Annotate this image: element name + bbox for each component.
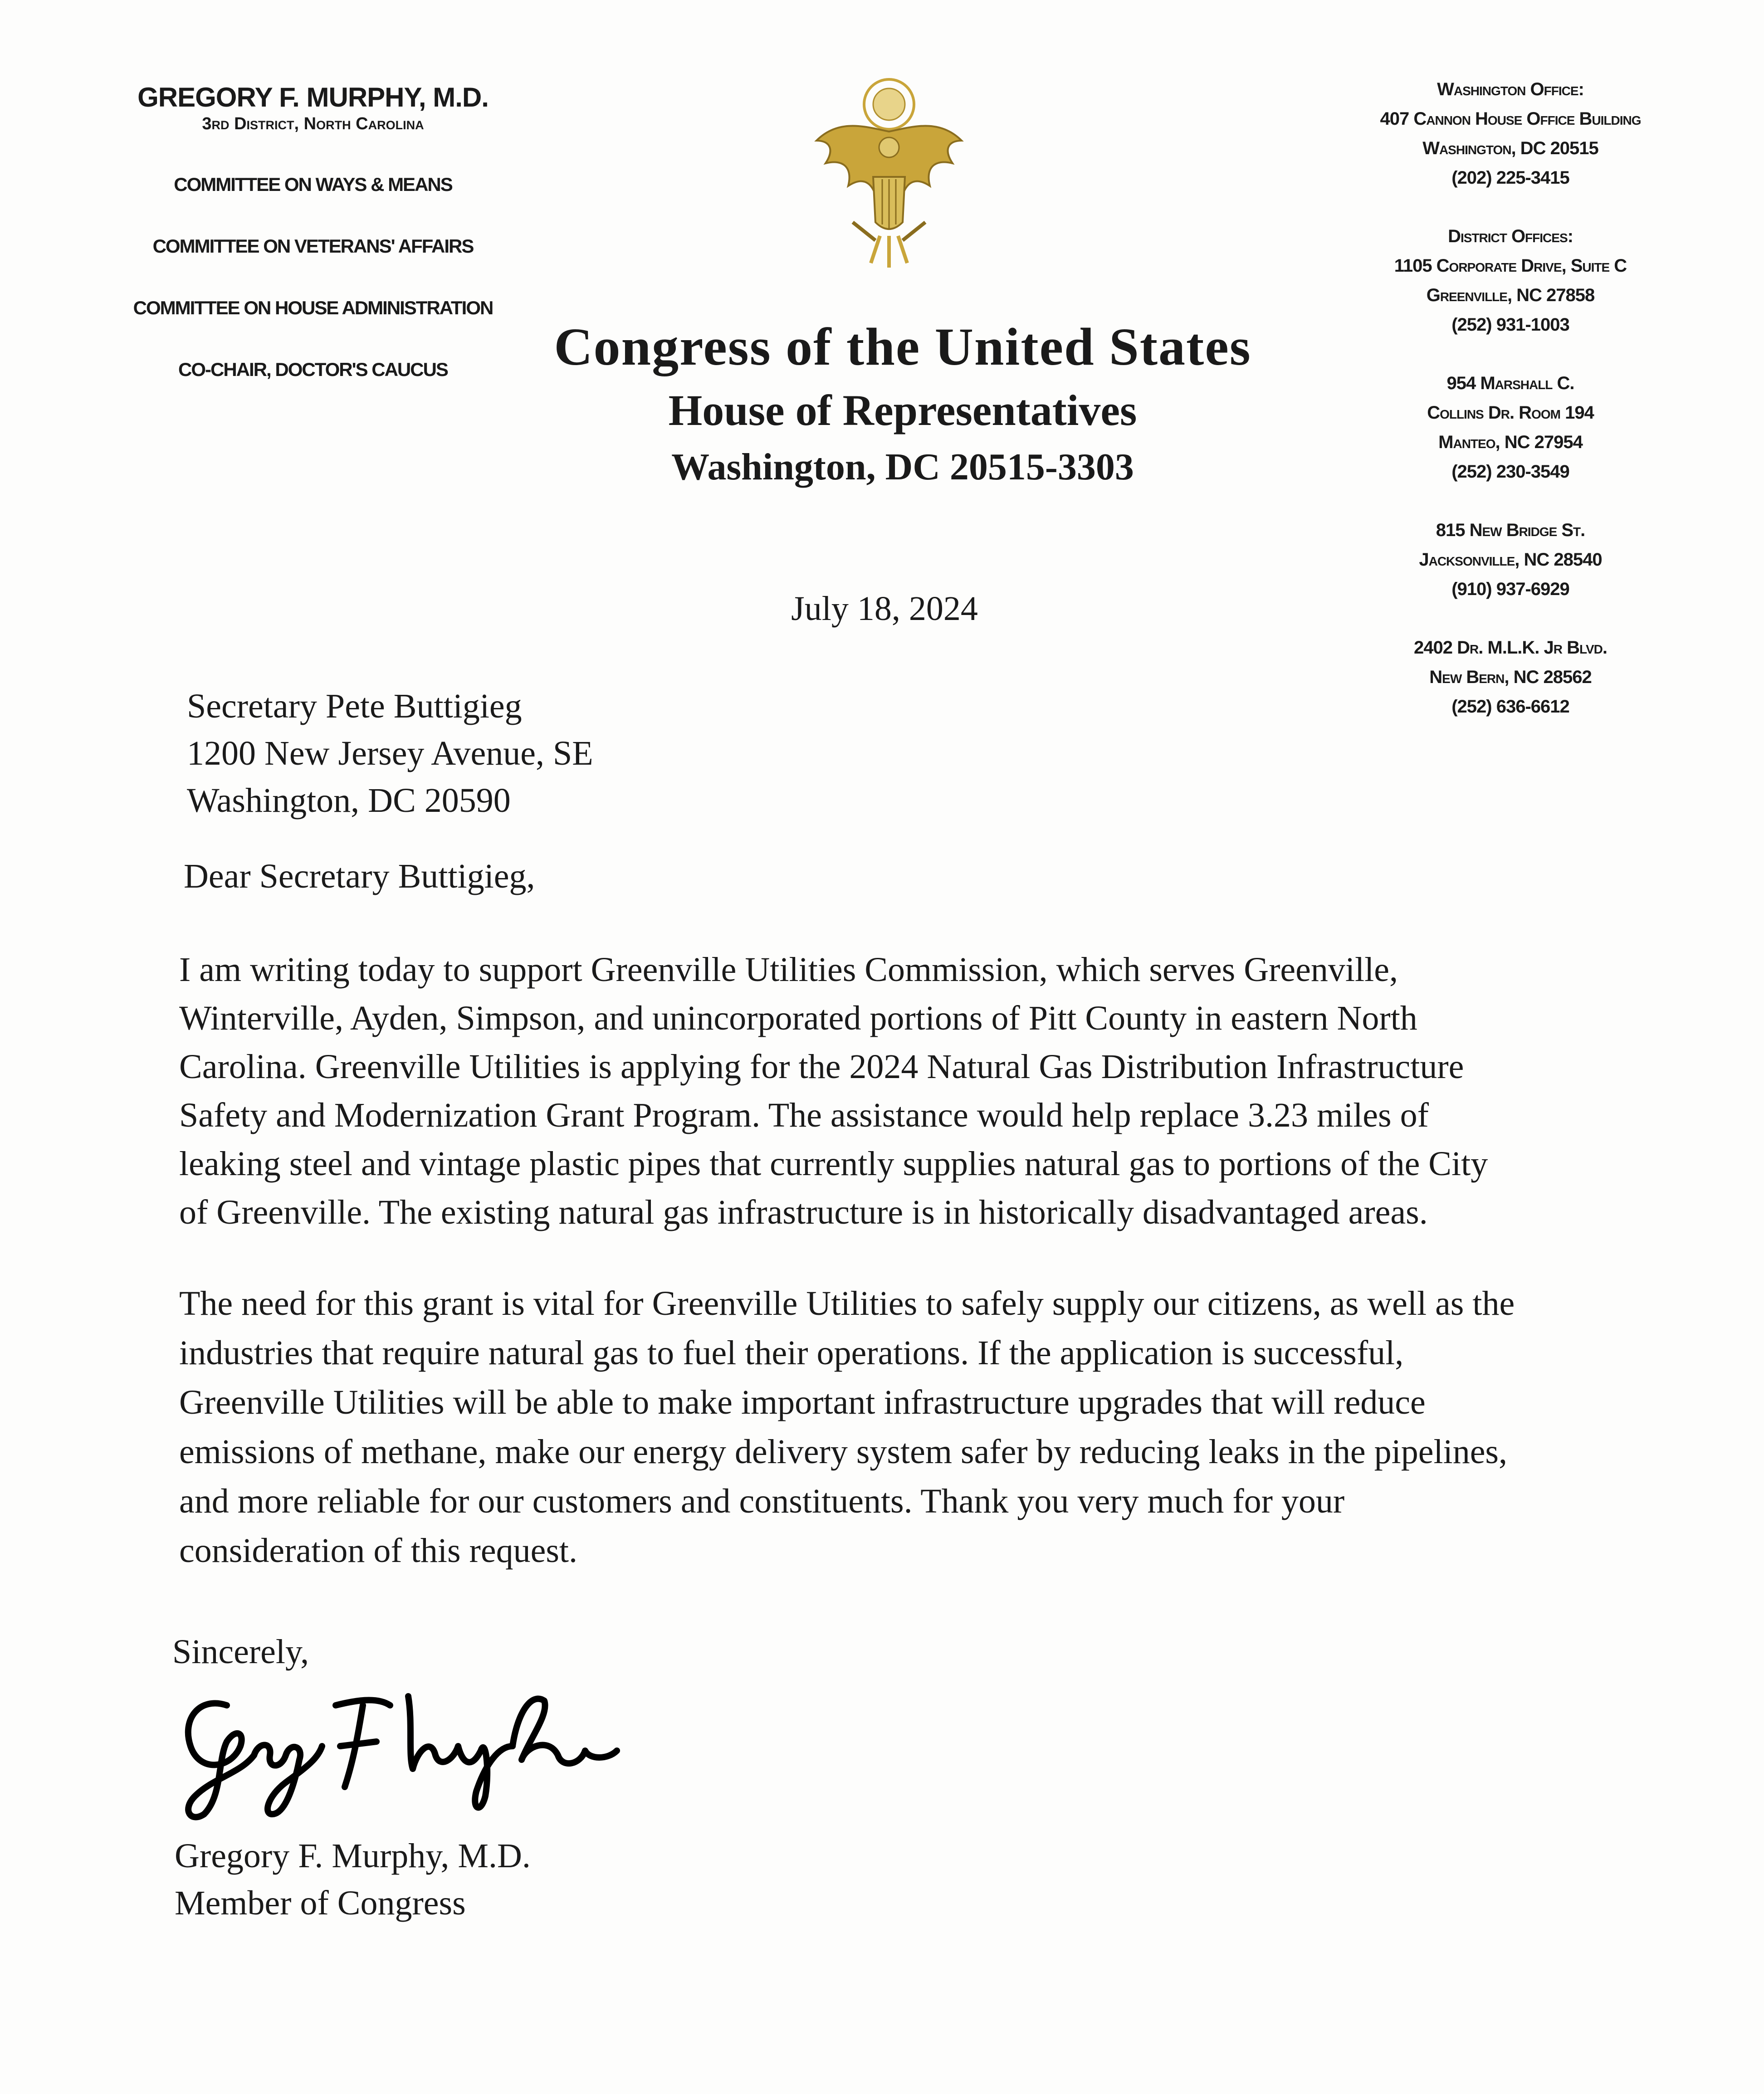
- paragraph-line: Greenville Utilities will be able to make important infrastructure upgrades that will reduce: [179, 1383, 1426, 1421]
- paragraph-line: of Greenville. The existing natural gas infrastructure is in historically disadvantaged areas.: [179, 1193, 1428, 1231]
- paragraph-1: [179, 946, 1631, 1237]
- office-line: 407 Cannon House Office Building: [1380, 109, 1641, 129]
- paragraph-line: consideration of this request.: [179, 1532, 578, 1570]
- masthead-congress: Congress of the United States: [554, 317, 1251, 376]
- masthead-house: House of Representatives: [668, 386, 1137, 434]
- office-manteo: [1315, 369, 1705, 487]
- district: 3rd District, North Carolina: [202, 114, 424, 133]
- office-line: 1105 Corporate Drive, Suite C: [1394, 256, 1627, 276]
- office-phone: (910) 937-6929: [1451, 579, 1569, 599]
- office-heading: Washington Office:: [1437, 79, 1584, 99]
- office-jacksonville: [1315, 516, 1705, 604]
- committee: COMMITTEE ON HOUSE ADMINISTRATION: [133, 297, 493, 318]
- paragraph-line: I am writing today to support Greenville Utilities Commission, which serves Greenville,: [179, 951, 1398, 989]
- office-phone: (252) 230-3549: [1451, 462, 1569, 482]
- office-washington: [1315, 75, 1705, 193]
- paragraph-line: industries that require natural gas to fuel their operations. If the application is successful,: [179, 1334, 1404, 1372]
- office-heading: District Offices:: [1448, 226, 1573, 246]
- paragraph-line: emissions of methane, make our energy delivery system safer by reducing leaks in the pipelines,: [179, 1433, 1508, 1471]
- member-info-block: [82, 82, 544, 381]
- office-phone: (252) 636-6612: [1451, 697, 1569, 717]
- member-name: GREGORY F. MURPHY, M.D.: [137, 82, 489, 112]
- committee: COMMITTEE ON VETERANS' AFFAIRS: [152, 235, 474, 257]
- recipient-address: [187, 683, 593, 824]
- offices-block: [1315, 75, 1705, 751]
- office-phone: (252) 931-1003: [1451, 315, 1569, 335]
- paragraph-2: [179, 1279, 1631, 1576]
- committee: COMMITTEE ON WAYS & MEANS: [174, 174, 452, 195]
- handwritten-signature: [172, 1678, 635, 1832]
- committee: CO-CHAIR, DOCTOR'S CAUCUS: [178, 359, 448, 380]
- masthead: [499, 313, 1306, 494]
- office-line: Manteo, NC 27954: [1438, 432, 1583, 452]
- letter-date: July 18, 2024: [791, 590, 978, 628]
- office-line: 954 Marshall C.: [1446, 373, 1574, 393]
- signer-name: Gregory F. Murphy, M.D.: [175, 1837, 531, 1875]
- office-phone: (202) 225-3415: [1451, 168, 1569, 188]
- paragraph-line: The need for this grant is vital for Greenville Utilities to safely supply our citizens, as well as the: [179, 1284, 1515, 1323]
- office-greenville: [1315, 222, 1705, 340]
- paragraph-line: leaking steel and vintage plastic pipes that currently supplies natural gas to portions of the City: [179, 1145, 1488, 1183]
- office-line: Jacksonville, NC 28540: [1419, 550, 1602, 570]
- office-line: 2402 Dr. M.L.K. Jr Blvd.: [1413, 638, 1608, 658]
- office-line: New Bern, NC 28562: [1429, 667, 1592, 687]
- signer-title: Member of Congress: [175, 1884, 466, 1922]
- signature-block: [175, 1832, 531, 1927]
- recipient-line: Washington, DC 20590: [187, 781, 511, 820]
- masthead-address: Washington, DC 20515-3303: [671, 446, 1134, 488]
- office-line: 815 New Bridge St.: [1436, 520, 1585, 540]
- paragraph-line: Winterville, Ayden, Simpson, and unincorporated portions of Pitt County in eastern North: [179, 999, 1417, 1037]
- office-line: Washington, DC 20515: [1422, 138, 1598, 158]
- salutation: Dear Secretary Buttigieg,: [184, 857, 535, 895]
- recipient-line: 1200 New Jersey Avenue, SE: [187, 734, 593, 772]
- office-line: Greenville, NC 27858: [1426, 285, 1595, 305]
- paragraph-line: Safety and Modernization Grant Program. The assistance would help replace 3.23 miles of: [179, 1096, 1429, 1134]
- eagle-seal-icon: [798, 73, 980, 272]
- office-new-bern: [1315, 633, 1705, 722]
- paragraph-line: Carolina. Greenville Utilities is applying for the 2024 Natural Gas Distribution Infrastructure: [179, 1048, 1464, 1086]
- closing: Sincerely,: [172, 1633, 309, 1671]
- recipient-line: Secretary Pete Buttigieg: [187, 687, 522, 725]
- paragraph-line: and more reliable for our customers and constituents. Thank you very much for your: [179, 1482, 1345, 1520]
- office-line: Collins Dr. Room 194: [1427, 403, 1594, 423]
